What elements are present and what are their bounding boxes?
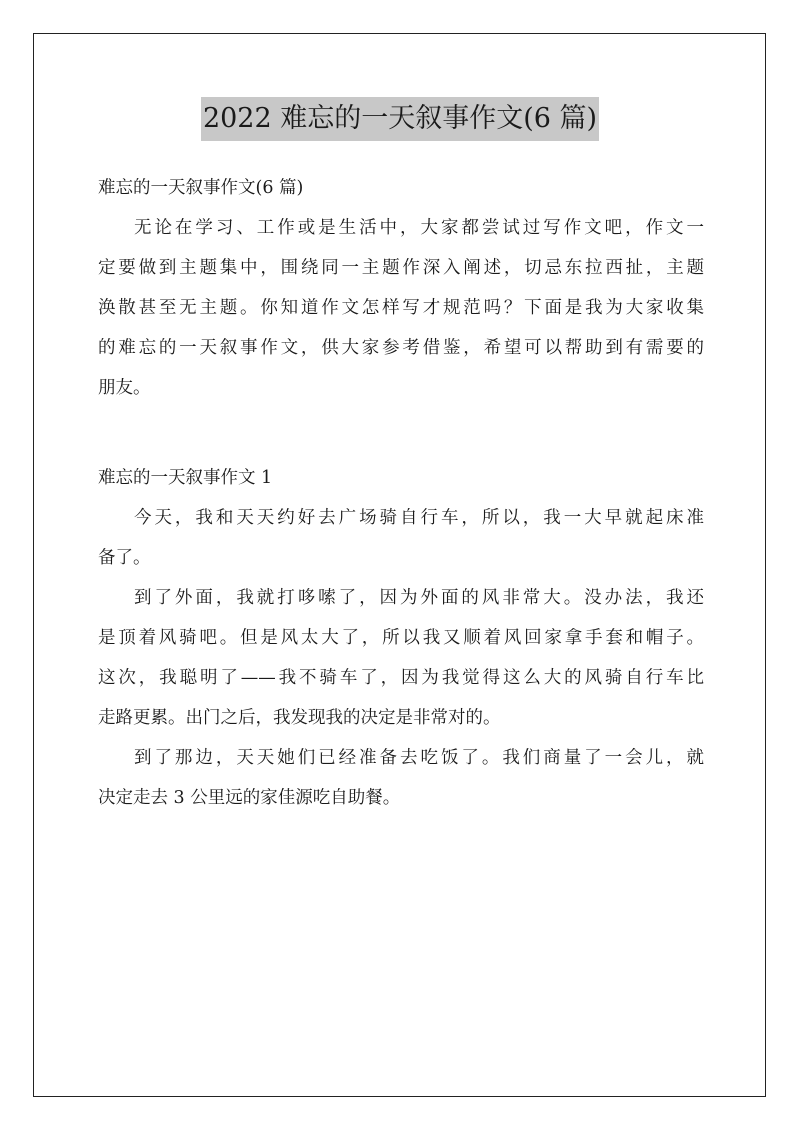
blank-gap [98,408,704,458]
paragraph-2 [98,578,704,738]
paragraph-line: 到了那边，天天她们已经准备去吃饭了。我们商量了一会儿，就 [134,748,704,768]
paragraph-line: 的难忘的一天叙事作文，供大家参考借鉴，希望可以帮助到有需要的 [98,338,704,358]
subtitle: 难忘的一天叙事作文(6 篇) [98,178,304,198]
paragraph-line: 无论在学习、工作或是生活中，大家都尝试过写作文吧，作文一 [134,218,704,238]
document-title: 2022 难忘的一天叙事作文(6 篇) [201,97,599,141]
paragraph-1 [98,498,704,578]
paragraph-line: 定要做到主题集中，围绕同一主题作深入阐述，切忌东拉西扯，主题 [98,258,704,278]
paragraph-line: 走路更累。出门之后，我发现我的决定是非常对的。 [98,708,501,728]
paragraph-line: 涣散甚至无主题。你知道作文怎样写才规范吗？下面是我为大家收集 [98,298,704,318]
title-container [0,97,800,141]
paragraph-line: 朋友。 [98,378,151,398]
paragraph-line: 决定走去 3 公里远的家佳源吃自助餐。 [98,788,401,808]
paragraph-3 [98,738,704,818]
document-body [98,168,704,818]
paragraph-line: 备了。 [98,548,151,568]
paragraph-line: 到了外面，我就打哆嗦了，因为外面的风非常大。没办法，我还 [134,588,704,608]
paragraph-line: 是顶着风骑吧。但是风太大了，所以我又顺着风回家拿手套和帽子。 [98,628,704,648]
intro-paragraph [98,208,704,408]
paragraph-line: 这次，我聪明了——我不骑车了，因为我觉得这么大的风骑自行车比 [98,668,704,688]
section-heading: 难忘的一天叙事作文 1 [98,468,273,488]
paragraph-line: 今天，我和天天约好去广场骑自行车，所以，我一大早就起床准 [134,508,704,528]
